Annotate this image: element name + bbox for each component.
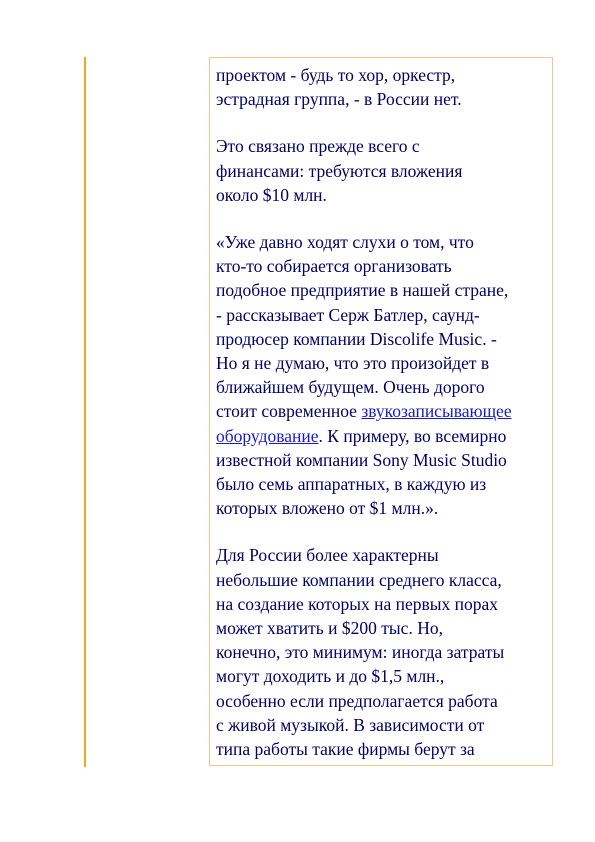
- text-line: может хватить и $200 тыс. Но,: [216, 618, 443, 639]
- text-line: кто-то собирается организовать: [216, 256, 452, 277]
- margin-rule: [84, 57, 86, 767]
- text-line: эстрадная группа, - в России нет.: [216, 89, 462, 110]
- paragraph-4: [216, 543, 552, 761]
- text-line: Для России более характерны: [216, 545, 439, 566]
- text-line: ближайшем будущем. Очень дорого: [216, 377, 485, 398]
- text-frame: [209, 57, 553, 766]
- text-line: известной компании Sony Music Studio: [216, 449, 507, 470]
- paragraph-quote: [216, 230, 552, 520]
- equipment-link-continued[interactable]: оборудование: [216, 425, 319, 446]
- text-line: - рассказывает Серж Батлер, саунд-: [216, 304, 480, 325]
- text-line: было семь аппаратных, в каждую из: [216, 474, 487, 495]
- text-line: финансами: требуются вложения: [216, 160, 463, 181]
- text-line: Но я не думаю, что это произойдет в: [216, 353, 490, 374]
- text-line: с живой музыкой. В зависимости от: [216, 714, 485, 735]
- text-line: которых вложено от $1 млн.».: [216, 498, 439, 519]
- text-line: на создание которых на первых порах: [216, 593, 499, 614]
- text-line: «Уже давно ходят слухи о том, что: [216, 232, 474, 253]
- equipment-link[interactable]: звукозаписывающее: [361, 401, 512, 422]
- paragraph-2: [216, 134, 552, 207]
- text-line: типа работы такие фирмы берут за: [216, 739, 475, 760]
- text-line: Это связано прежде всего с: [216, 136, 420, 157]
- text-line: могут доходить и до $1,5 млн.,: [216, 666, 445, 687]
- text-line: подобное предприятие в нашей стране,: [216, 280, 509, 301]
- text-line: особенно если предполагается работа: [216, 690, 498, 711]
- paragraph-1: [216, 63, 552, 111]
- text-line: продюсер компании Discolife Music. -: [216, 328, 497, 349]
- text-line: около $10 млн.: [216, 184, 327, 205]
- text-line: небольшие компании среднего класса,: [216, 569, 502, 590]
- text-fragment: . К примеру, во всемирно: [318, 425, 507, 446]
- text-fragment: стоит современное: [216, 401, 362, 422]
- text-line-with-link: [216, 424, 552, 448]
- text-line: проектом - будь то хор, оркестр,: [216, 65, 456, 85]
- text-line-with-link: [216, 399, 552, 423]
- text-line: конечно, это минимум: иногда затраты: [216, 642, 505, 663]
